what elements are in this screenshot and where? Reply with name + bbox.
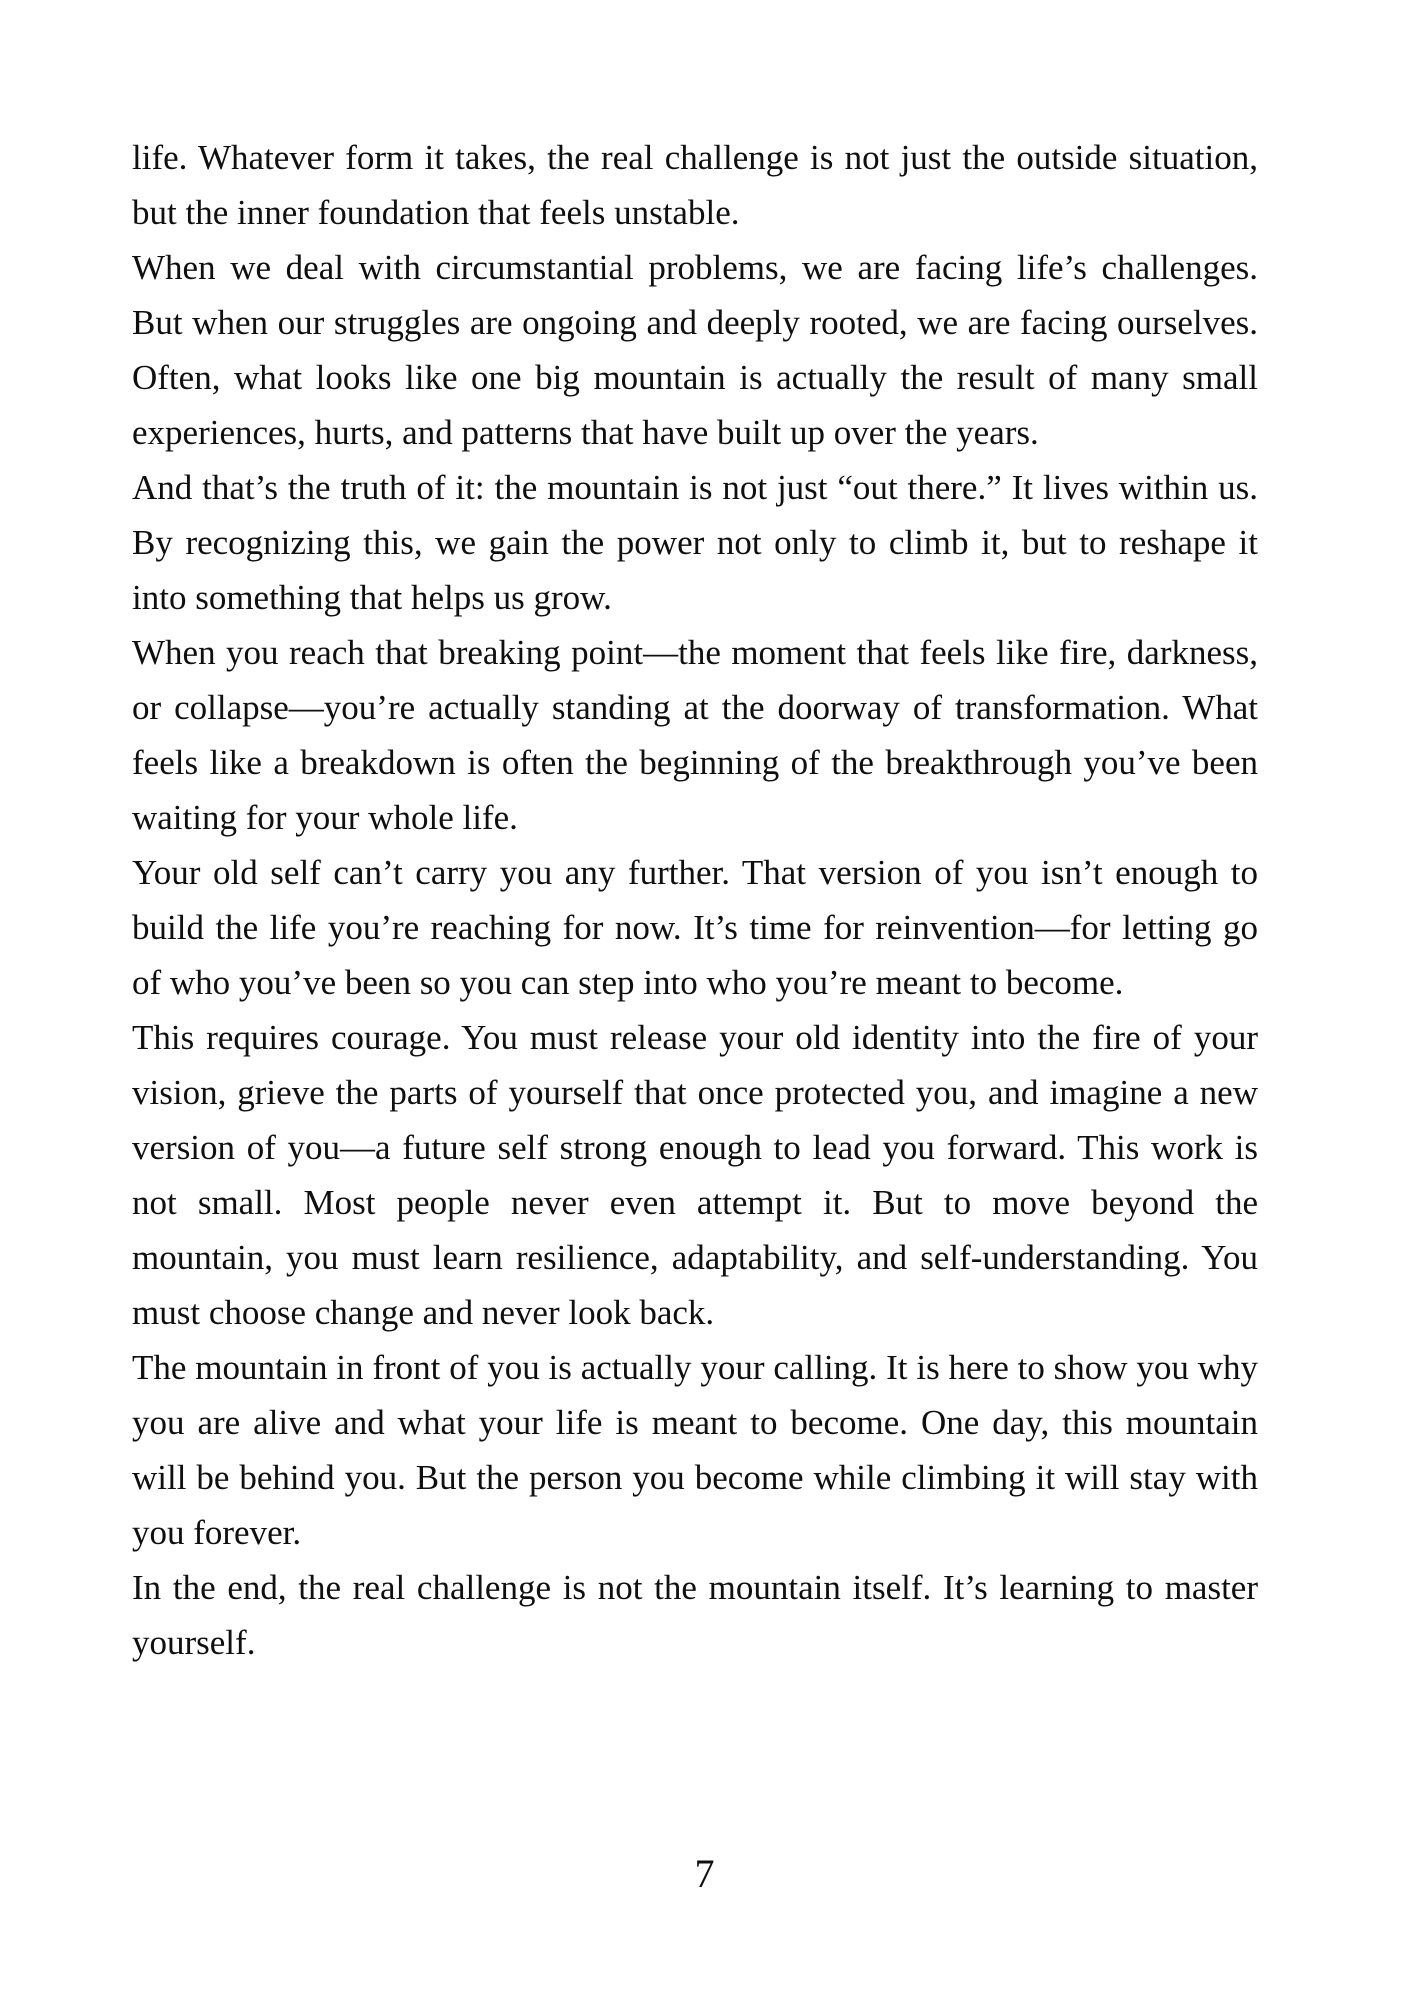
paragraph-8: In the end, the real challenge is not the mountain itself. It’s learning to master yourself.: [132, 1568, 1258, 1662]
paragraph-2: When we deal with circumstantial problems, we are facing life’s challenges. But when our struggles are ongoing and deeply rooted, we are facing ourselves. Often, what looks like one big mountain is actually the result of many small experiences, hurts, and patterns that have built up over the years.: [132, 248, 1258, 452]
page-footer: [0, 1846, 1409, 1902]
paragraph-5: Your old self can’t carry you any further. That version of you isn’t enough to build the life you’re reaching for now. It’s time for reinvention—for letting go of who you’ve been so you can step into who you’re meant to become.: [132, 853, 1258, 1002]
paragraph-4: When you reach that breaking point—the moment that feels like fire, darkness, or collapse—you’re actually standing at the doorway of transformation. What feels like a breakdown is often the beginning of the breakthrough you’ve been waiting for your whole life.: [132, 633, 1258, 837]
body-text: [132, 130, 1258, 1670]
paragraph-6: This requires courage. You must release your old identity into the fire of your vision, grieve the parts of yourself that once protected you, and imagine a new version of you—a future self strong enough to lead you forward. This work is not small. Most people never even attempt it. But to move beyond the mountain, you must learn resilience, adaptability, and self-understanding. You must choose change and never look back.: [132, 1018, 1258, 1332]
paragraph-3: And that’s the truth of it: the mountain is not just “out there.” It lives within us. By recognizing this, we gain the power not only to climb it, but to reshape it into something that helps us grow.: [132, 468, 1258, 617]
page-number: 7: [694, 1851, 715, 1896]
paragraph-1: life. Whatever form it takes, the real challenge is not just the outside situation, but the inner foundation that feels unstable.: [132, 138, 1258, 232]
paragraph-7: The mountain in front of you is actually your calling. It is here to show you why you are alive and what your life is meant to become. One day, this mountain will be behind you. But the person you become while climbing it will stay with you forever.: [132, 1348, 1258, 1552]
